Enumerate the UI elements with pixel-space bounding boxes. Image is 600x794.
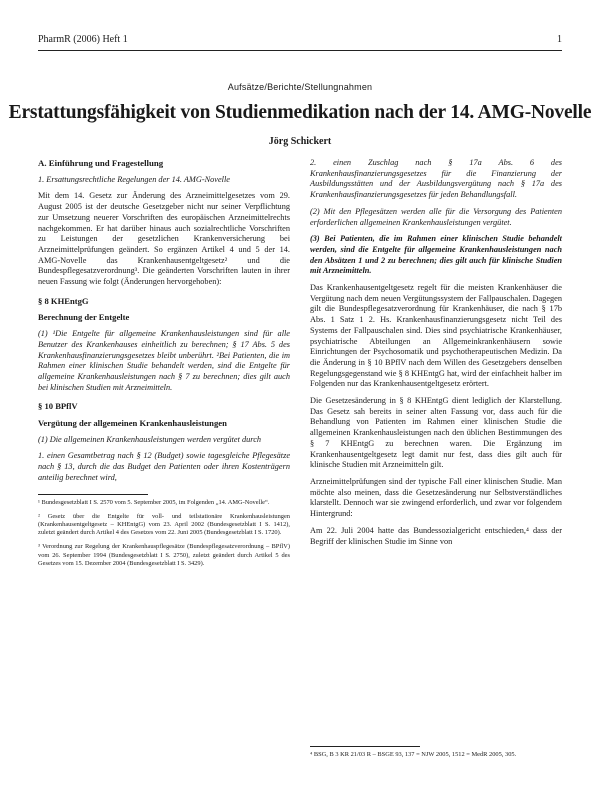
body-paragraph-3: Arzneimittelprüfungen sind der typische Fall einer klinischen Studie. Man möchte also meinen, dass die Gesetzesänderung nur Selbstverständliches klarstellt. Dennoch war sie zwingend erforderlich, und zwar vor folgendem Hintergrund:	[310, 476, 562, 519]
left-column	[38, 158, 290, 574]
page-number: 1	[557, 34, 562, 45]
article-title: Erstattungsfähigkeit von Studienmedikation nach der 14. AMG-Novelle	[8, 102, 592, 123]
section-10-item-1: 1. einen Gesamtbetrag nach § 12 (Budget) sowie tagesgleiche Pflegesätze nach § 13, durch die das Budget den Patienten oder ihren Kostenträgern anteilig berechnet wird,	[38, 451, 290, 482]
section-8-subheading: Berechnung der Entgelte	[38, 312, 130, 323]
section-8-heading: § 8 KHEntgG	[38, 295, 89, 306]
subheading-1: 1. Ersattungsrechtliche Regelungen der 14. AMG-Novelle	[38, 174, 230, 184]
right-column	[310, 158, 562, 758]
footnote-4: ⁴ BSG, B 3 KR 21/03 R – BSGE 93, 137 = NJW 2005, 1512 = MedR 2005, 305.	[310, 751, 517, 758]
section-8-quote: (1) ¹Die Entgelte für allgemeine Krankenhausleistungen sind für alle Benutzer des Krankenhauses einheitlich zu berechnen; § 17 Abs. 5 des Krankenhausfinanzierungsgesetzes bleibt unberührt. ²Bei Patienten, die im Rahmen einer klinischen Studie behandelt werden, sind die Entgelte für allgemeine Krankenhausleistungen nach § 7 zu berechnen; dies gilt auch bei klinischen Studien mit Arzneimitteln.	[38, 329, 290, 392]
header-rule	[38, 50, 562, 51]
running-head	[38, 34, 562, 48]
footnote-rule-right	[310, 746, 420, 747]
footnote-rule	[38, 494, 148, 495]
section-10-paragraph-2: (2) Mit den Pflegesätzen werden alle für die Versorgung des Patienten erforderlichen allgemeinen Krankenhausleistungen vergütet.	[310, 206, 562, 227]
author-name: Jörg Schickert	[268, 136, 332, 147]
heading-a: A. Einführung und Fragestellung	[38, 158, 164, 168]
intro-paragraph: Mit dem 14. Gesetz zur Änderung des Arzneimittelgesetzes vom 29. August 2005 ist der deutsche Gesetzgeber nicht nur seiner Verpflichtung zur Umsetzung neuerer Vorschriften des europäischen Arzneimittelrechts nachgekommen. Er hat darüber hinaus auch sozialrechtliche Vorschriften zu Leistungen der gesetzlichen Krankenversicherung bei Arzneimittelprüfungen geändert. So ergänzen Artikel 4 und 5 der 14. AMG-Novelle das Krankenhausentgeltgesetz² und die Bundespflegesatzverordnung³. Die geänderten Vorschriften lauten in ihrer neuen Fassung wie folgt (Änderungen hervorgehoben):	[38, 191, 290, 287]
footnote-3: ³ Verordnung zur Regelung der Krankenhauspflegesätze (Bundespflegesatzverordnung – BPflV) vom 26. September 1994 (Bundesgesetzblatt I S. 2750), zuletzt geändert durch Artikel 5 des Gesetzes vom 15. Dezember 2004 (Bundesgesetzblatt I S. 3429).	[38, 543, 290, 567]
body-paragraph-1: Das Krankenhausentgeltgesetz regelt für die meisten Krankenhäuser die Vergütung nach dem neuen Vergütungssystem der Fallpauschalen. Dagegen gilt die Bundespflegesatzverordnung für Krankenhäuser, die nach § 17b Abs. 1 Satz 1 2. Hs. Krankenhausfinanzierungsgesetz nicht Teil des Systems der Fallpauschalen sind. Dies sind psychiatrische Krankenhäuser, psychiatrische Abteilungen an Allgemeinkrankenhäusern sowie Einrichtungen der Psychosomatik und psychotherapeutischen Medizin. Da die Änderung in § 10 BPflV nach dem Willen des Gesetzgebers denselben Regelungsgegenstand wie § 8 KHEntgG hat, wird der einfachheit halber im Folgenden nur das Krankenhausentgeltgesetz erörtert.	[310, 283, 562, 389]
footnote-1: ¹ Bundesgesetzblatt I S. 2570 vom 5. September 2005, im Folgenden „14. AMG-Novelle“.	[38, 498, 270, 506]
right-footnotes	[310, 746, 562, 765]
journal-reference: PharmR (2006) Heft 1	[38, 34, 128, 45]
section-10-subheading: Vergütung der allgemeinen Krankenhausleistungen	[38, 418, 227, 429]
body-paragraph-4: Am 22. Juli 2004 hatte das Bundessozialgericht entschieden,⁴ dass der Begriff der klinischen Studie im Sinne von	[310, 525, 562, 546]
section-10-heading: § 10 BPflV	[38, 401, 78, 412]
section-10-paragraph-3: (3) Bei Patienten, die im Rahmen einer klinischen Studie behandelt werden, sind die Entgelte für allgemeine Krankenhausleistungen nach den Absätzen 1 und 2 zu berechnen; dies gilt auch für klinische Studien mit Arzneimitteln.	[310, 234, 562, 276]
footnote-2: ² Gesetz über die Entgelte für voll- und teilstationäre Krankenhausleistungen (Krankenhausentgeltgesetz – KHEntgG) vom 23. April 2002 (Bundesgesetzblatt I S. 1412), zuletzt geändert durch Artikel 4 des Gesetzes vom 22. Juni 2005 (Bundesgesetzblatt I S. 1720).	[38, 512, 290, 537]
section-10-quote: (1) Die allgemeinen Krankenhausleistungen werden vergütet durch	[38, 434, 262, 444]
body-paragraph-2: Die Gesetzesänderung in § 8 KHEntgG dient lediglich der Klarstellung. Das Gesetz sah bereits in seiner alten Fassung vor, dass auch für die Behandlung von Patienten im Rahmen einer klinischen Studie die allgemeinen Krankenhausleistungen nach den üblichen Bestimmungen des § 7 KHEntgG zu berechnen waren. Die Ergänzung im Krankenhausentgeltgesetz legt damit nur fest, dass dies gilt auch für klinische Studien mit Arzneimitteln gilt.	[310, 396, 562, 470]
section-10-item-2: 2. einen Zuschlag nach § 17a Abs. 6 des Krankenhausfinanzierungsgesetzes für die Finanzierung der Ausbildungsstätten und der Ausbildungsvergütung nach § 17a des Krankenhausfinanzierungsgesetzes für jeden Behandlungsfall.	[310, 158, 562, 200]
section-label: Aufsätze/Berichte/Stellungnahmen	[227, 82, 373, 92]
